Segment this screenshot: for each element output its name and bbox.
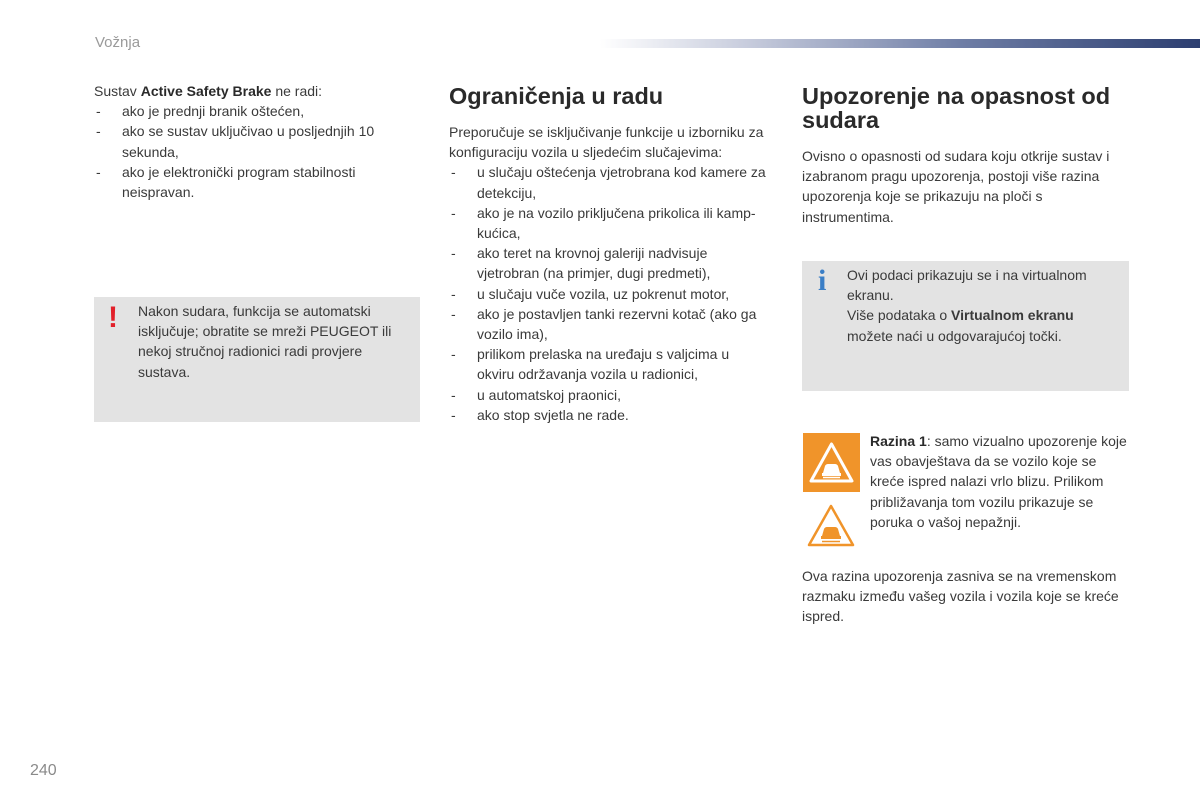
list-item: - ako je prednji branik oštećen, [94,101,394,121]
list-item: - u slučaju vuče vozila, uz pokrenut motor, [449,284,769,304]
section-title: Upozorenje na opasnost od sudara [802,83,1111,133]
info-text: Ovi podaci prikazuju se i na virtualnom ekranu. Više podataka o Virtualnom ekranu možete naći u odgovarajućoj točki. [847,267,1087,344]
list-item: - ako stop svjetla ne rade. [449,405,769,425]
section-label: Vožnja [95,34,141,51]
left-column [94,81,394,202]
list-item: - ako je postavljen tanki rezervni kotač (ako ga vozilo ima), [449,304,769,344]
right-column [802,84,1132,227]
intro-paragraph: Ovisno o opasnosti od sudara koju otkrije sustav i izabranom pragu upozorenja, postoji više razina upozorenja koje se prikazuju na ploči s instrumentima. [802,148,1110,225]
limitations-list [449,162,769,425]
list-item: - u slučaju oštećenja vjetrobrana kod kamere za detekciju, [449,162,769,202]
exclamation-icon: ! [108,301,118,334]
list-item: - ako se sustav uključivao u posljednjih 10 sekunda, [94,121,394,161]
list-item: - ako je na vozilo priključena prikolica ili kamp-kućica, [449,203,769,243]
info-icon: i [818,264,827,297]
info-box [802,261,1129,391]
virtual-screen-link-text: Virtualnom ekranu [951,307,1074,324]
list-item: - prilikom prelaska na uređaju s valjcima u okviru održavanja vozila u radionici, [449,344,769,384]
intro-paragraph: Preporučuje se isključivanje funkcije u izborniku za konfiguraciju vozila u sljedećim slučajevima: [449,124,764,161]
footer-paragraph: Ova razina upozorenja zasniva se na vremenskom razmaku između vašeg vozila i vozila koje se kreće ispred. [802,568,1119,625]
level1-description: Razina 1: samo vizualno upozorenje koje vas obavještava da se vozilo koje se kreće ispred nalazi vrlo blizu. Prilikom približavanja tom vozilu prikazuje se poruka o vašoj nepažnji. [870,433,1127,530]
warning-box [94,297,420,422]
list-item: - u automatskoj praonici, [449,385,769,405]
list-item: - ako teret na krovnoj galeriji nadvisuje vjetrobran (na primjer, dugi predmeti), [449,243,769,283]
page-number: 240 [30,762,57,779]
section-title: Ograničenja u radu [449,83,664,109]
intro-paragraph: Sustav Active Safety Brake ne radi: [94,83,323,99]
collision-alert-filled-icon [803,433,860,492]
middle-column [449,84,769,425]
level-label: Razina 1 [870,433,927,449]
feature-name: Active Safety Brake [140,83,272,99]
warning-text: Nakon sudara, funkcija se automatski isključuje; obratite se mreži PEUGEOT ili nekoj stručnoj radionici radi provjere sustava. [138,303,392,380]
collision-alert-outline-icon [805,503,857,549]
list-item: - ako je elektronički program stabilnosti neispravan. [94,162,394,202]
conditions-list [94,101,394,202]
header-gradient-bar [600,39,1200,48]
